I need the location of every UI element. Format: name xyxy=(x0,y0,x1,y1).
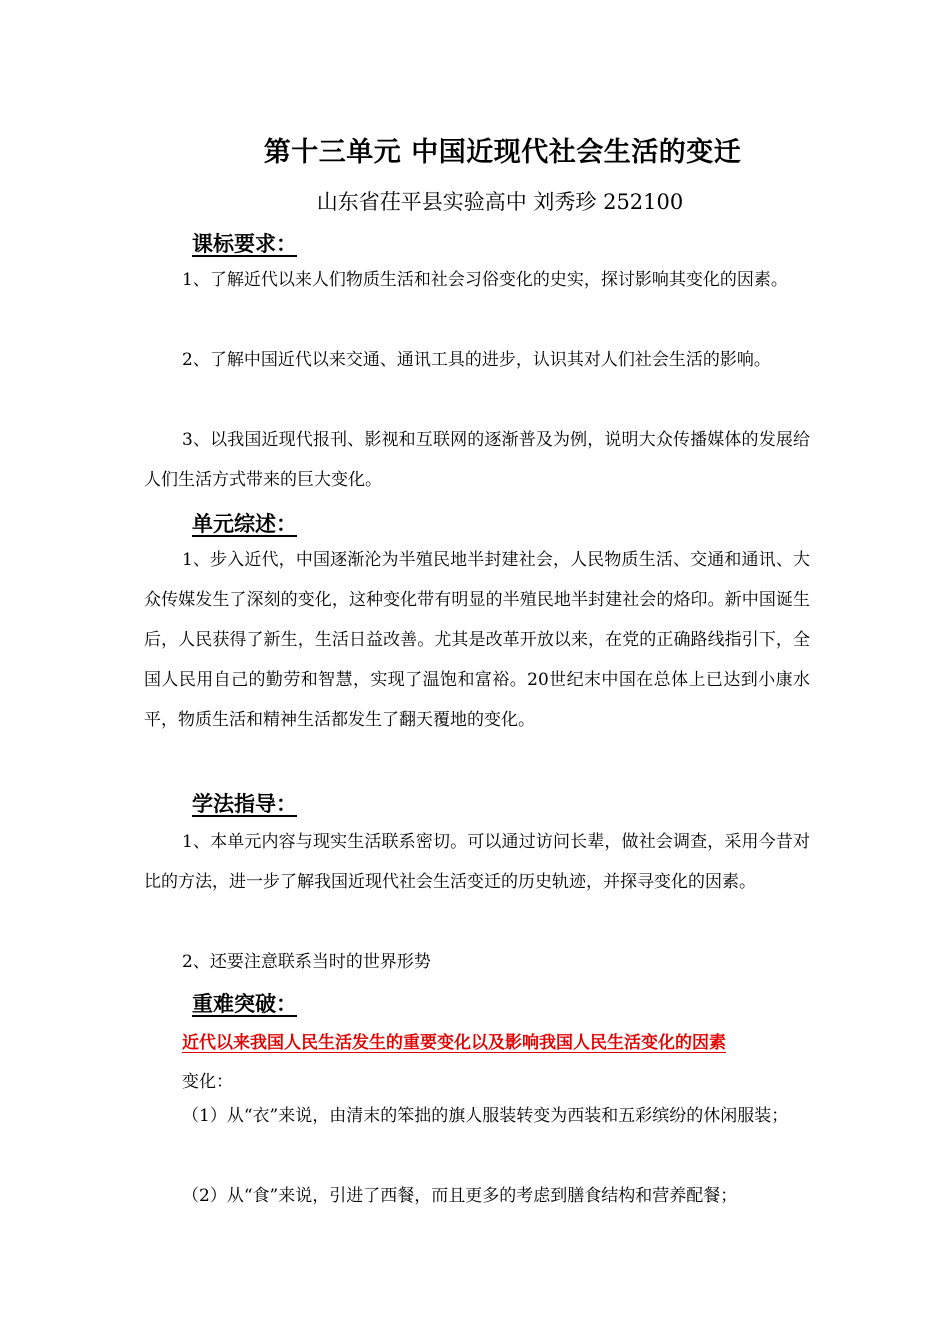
method-item-2: 2、还要注意联系当时的世界形势 xyxy=(182,952,431,972)
heading-curriculum: 课标要求： xyxy=(192,232,297,256)
author-line: 山东省茌平县实验高中 刘秀珍 252100 xyxy=(316,190,684,214)
keypoints-red-title: 近代以来我国人民生活发生的重要变化以及影响我国人民生活变化的因素 xyxy=(182,1033,726,1053)
keypoints-item-1: （1）从“衣”来说，由清末的笨拙的旗人服装转变为西装和五彩缤纷的休闲服装； xyxy=(182,1106,789,1126)
heading-method: 学法指导： xyxy=(192,792,297,816)
overview-item-1: 1、步入近代，中国逐渐沦为半殖民地半封建社会，人民物质生活、交通和通讯、大众传媒发生了深刻的变化，这种变化带有明显的半殖民地半封建社会的烙印。新中国诞生后，人民获得了新生，生活日益改善。尤其是改革开放以来，在党的正确路线指引下，全国人民用自己的勤劳和智慧，实现了温饱和富裕。20世纪末中国在总体上已达到小康水平，物质生活和精神生活都发生了翻天覆地的变化。 xyxy=(144,550,810,730)
keypoints-label: 变化： xyxy=(182,1072,233,1092)
curriculum-item-3: 3、以我国近现代报刊、影视和互联网的逐渐普及为例，说明大众传播媒体的发展给人们生活方式带来的巨大变化。 xyxy=(144,430,810,490)
curriculum-item-1: 1、了解近代以来人们物质生活和社会习俗变化的史实，探讨影响其变化的因素。 xyxy=(182,270,788,290)
document-title: 第十三单元 中国近现代社会生活的变迁 xyxy=(263,137,742,168)
keypoints-item-2: （2）从“食”来说，引进了西餐，而且更多的考虑到膳食结构和营养配餐； xyxy=(182,1186,738,1206)
heading-keypoints: 重难突破： xyxy=(192,992,297,1016)
method-item-1: 1、本单元内容与现实生活联系密切。可以通过访问长辈，做社会调查，采用今昔对比的方法，进一步了解我国近现代社会生活变迁的历史轨迹，并探寻变化的因素。 xyxy=(144,832,810,892)
curriculum-item-2: 2、了解中国近代以来交通、通讯工具的进步，认识其对人们社会生活的影响。 xyxy=(182,350,771,370)
heading-overview: 单元综述： xyxy=(192,512,297,536)
